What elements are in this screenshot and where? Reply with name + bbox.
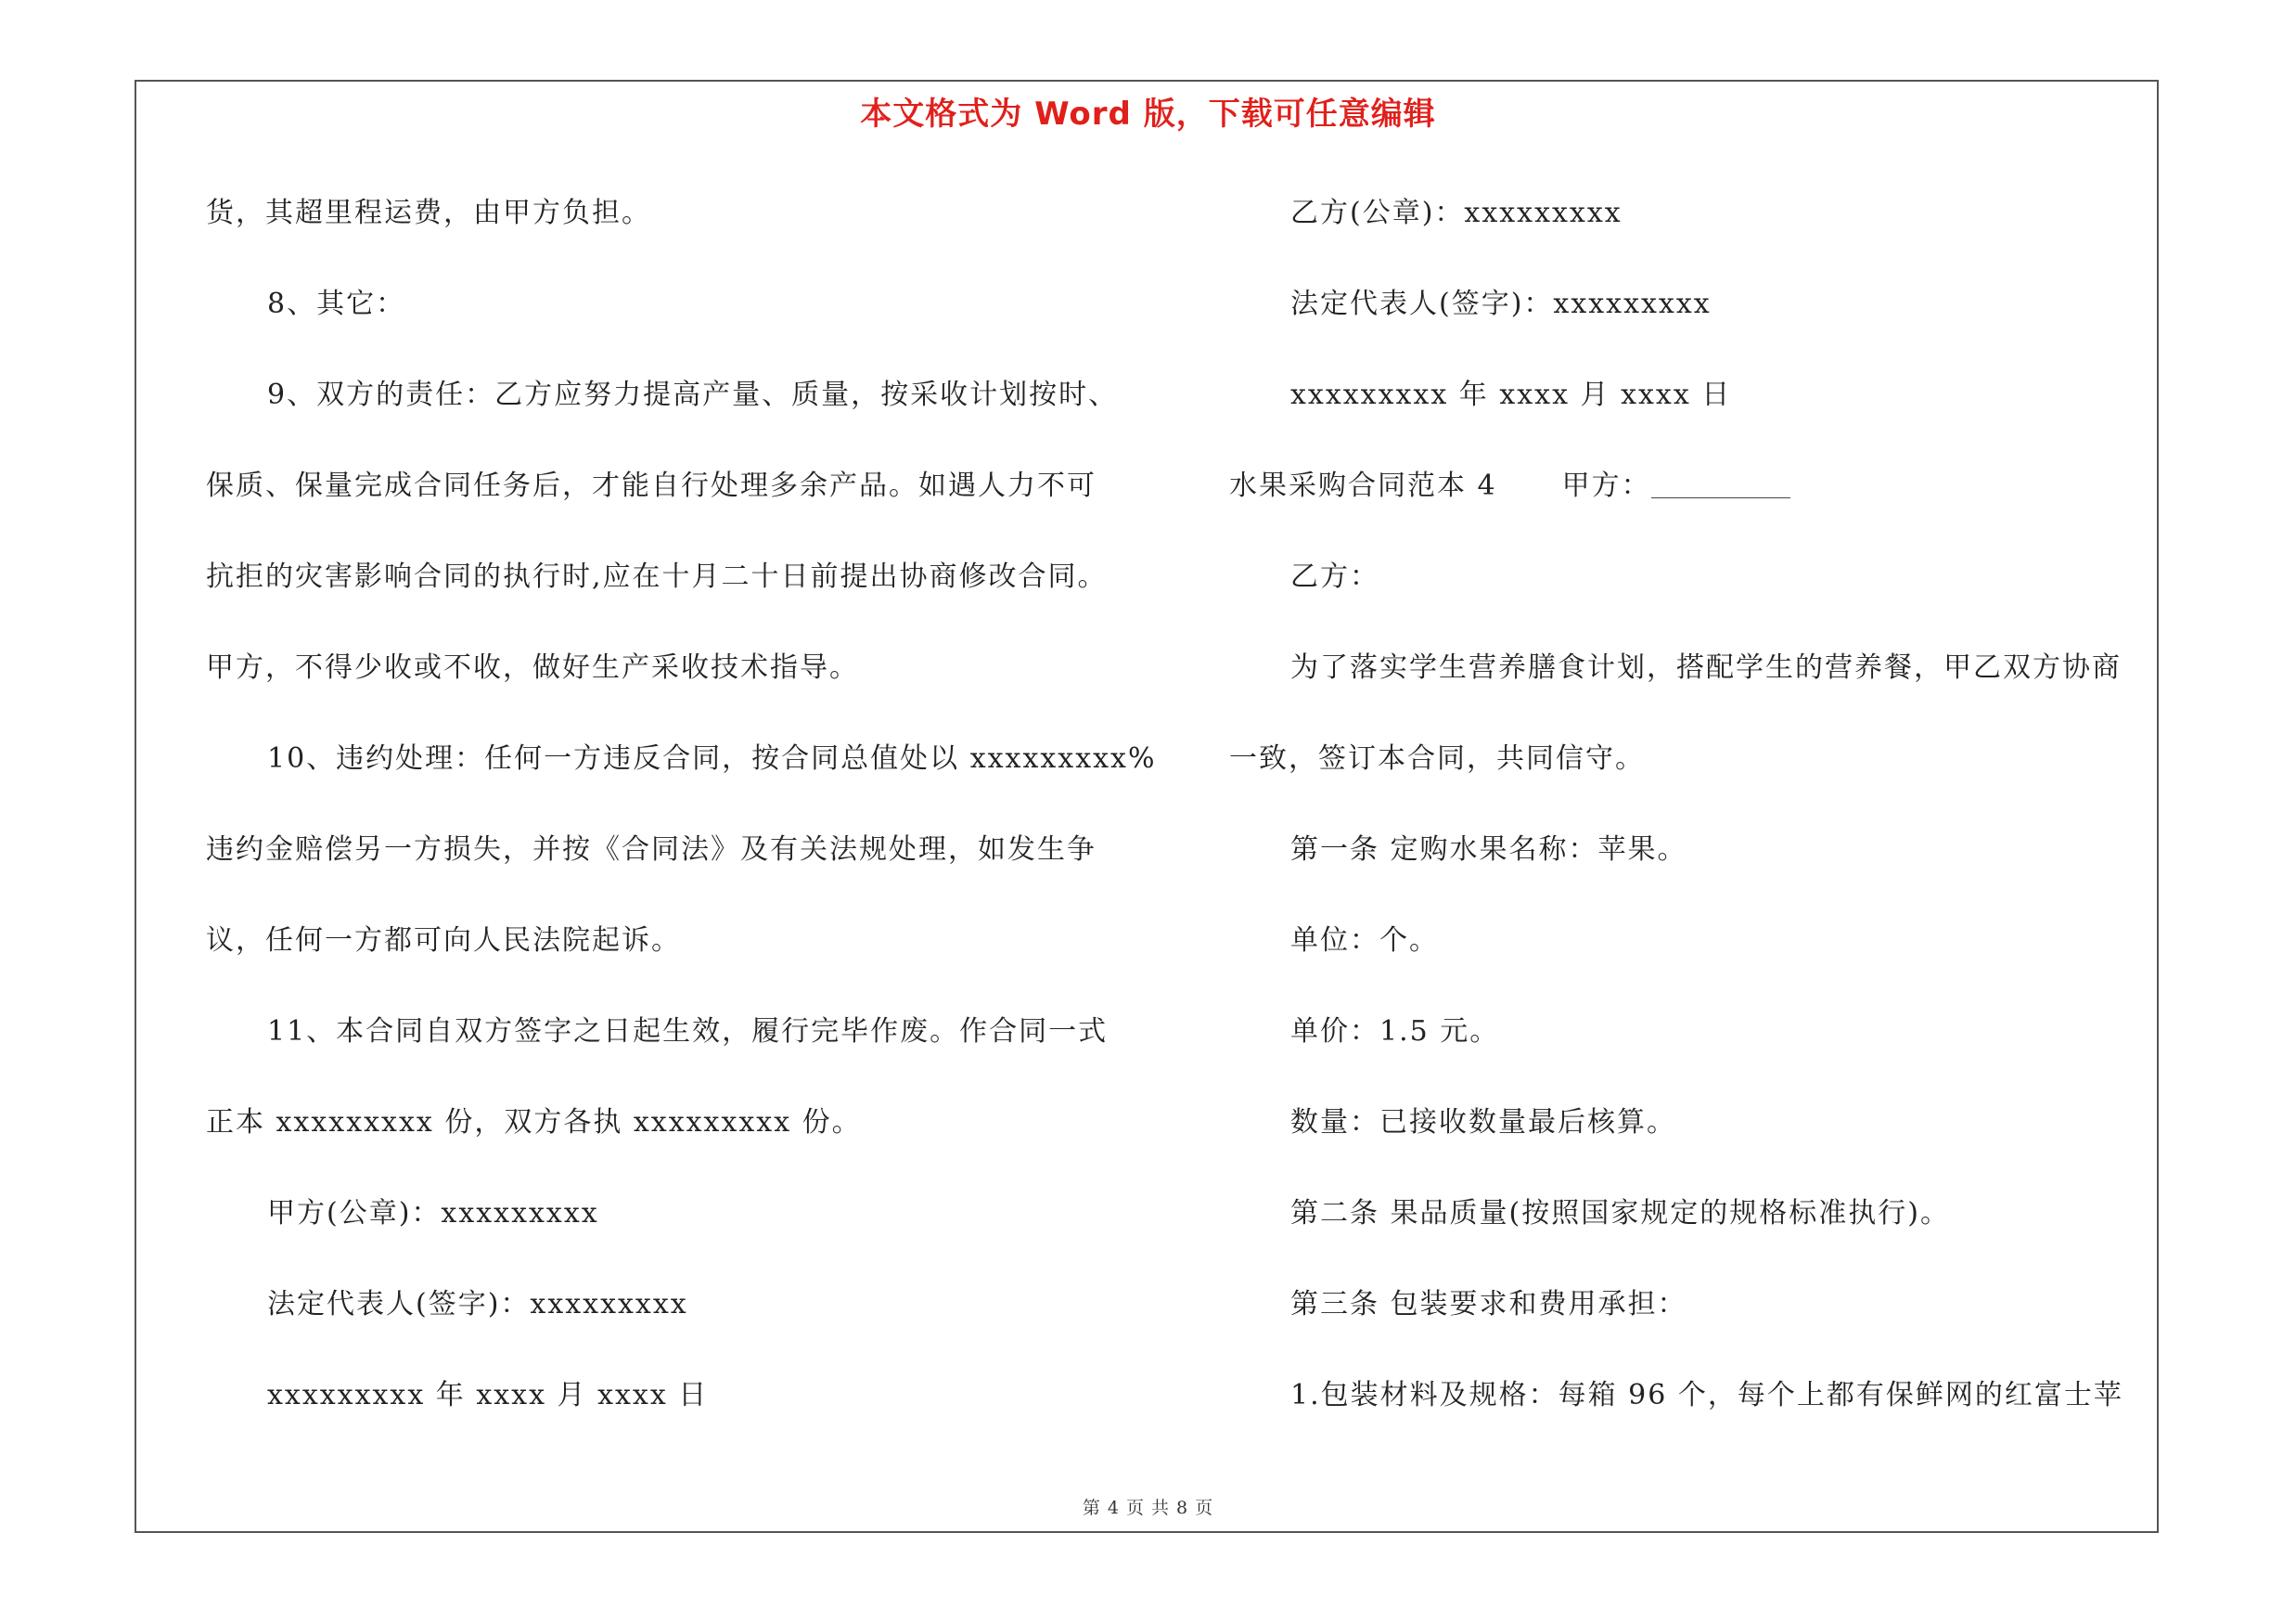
party-a-blank — [1651, 470, 1790, 498]
clause-line: 第一条 定购水果名称：苹果。 — [1290, 833, 1687, 866]
legal-rep-signature-line: 法定代表人(签字)：xxxxxxxxx — [1290, 288, 1712, 320]
page-number: 第 4 页 共 8 页 — [1082, 1498, 1214, 1518]
paragraph-line: 8、其它： — [267, 288, 406, 320]
paragraph-line: 甲方，不得少收或不收，做好生产采收技术指导。 — [206, 651, 859, 684]
date-line: xxxxxxxxx 年 xxxx 月 xxxx 日 — [1290, 379, 1732, 411]
party-a-label: 甲方： — [1561, 470, 1651, 502]
contract-title: 水果采购合同范本 4 — [1229, 470, 1497, 502]
paragraph-line: 保质、保量完成合同任务后，才能自行处理多余产品。如遇人力不可 — [206, 470, 1097, 502]
paragraph-line: 正本 xxxxxxxxx 份，双方各执 xxxxxxxxx 份。 — [206, 1106, 862, 1139]
clause-line: 单价：1.5 元。 — [1290, 1015, 1500, 1048]
legal-rep-signature-line: 法定代表人(签字)：xxxxxxxxx — [267, 1288, 688, 1320]
contract-heading-line — [1229, 454, 2161, 545]
paragraph-line: 一致，签订本合同，共同信守。 — [1229, 742, 1645, 775]
clause-line: 数量：已接收数量最后核算。 — [1290, 1106, 1676, 1139]
clause-line: 第三条 包装要求和费用承担： — [1290, 1288, 1687, 1320]
paragraph-line: 抗拒的灾害影响合同的执行时,应在十月二十日前提出协商修改合同。 — [206, 560, 1108, 593]
paragraph-line: 违约金赔偿另一方损失，并按《合同法》及有关法规处理，如发生争 — [206, 833, 1097, 866]
clause-line: 单位：个。 — [1290, 924, 1439, 957]
party-b-seal-line: 乙方(公章)：xxxxxxxxx — [1290, 197, 1623, 229]
paragraph-line: 议，任何一方都可向人民法院起诉。 — [206, 924, 681, 957]
paragraph-line: 为了落实学生营养膳食计划，搭配学生的营养餐，甲乙双方协商 — [1290, 651, 2122, 684]
clause-line: 第二条 果品质量(按照国家规定的规格标准执行)。 — [1290, 1197, 1950, 1230]
paragraph-line: 11、本合同自双方签字之日起生效，履行完毕作废。作合同一式 — [267, 1015, 1109, 1048]
right-column — [1229, 181, 2161, 1454]
left-column — [206, 181, 1157, 1454]
clause-line: 1.包装材料及规格：每箱 96 个，每个上都有保鲜网的红富士苹 — [1290, 1379, 2123, 1411]
party-b-label: 乙方： — [1290, 560, 1379, 593]
paragraph-line: 9、双方的责任：乙方应努力提高产量、质量，按采收计划按时、 — [267, 379, 1119, 411]
paragraph-line: 货，其超里程运费，由甲方负担。 — [206, 197, 651, 229]
paragraph-line: 10、违约处理：任何一方违反合同，按合同总值处以 xxxxxxxxx% — [267, 742, 1157, 775]
party-a-seal-line: 甲方(公章)：xxxxxxxxx — [267, 1197, 599, 1230]
date-line: xxxxxxxxx 年 xxxx 月 xxxx 日 — [267, 1379, 709, 1411]
format-banner: 本文格式为 Word 版，下载可任意编辑 — [860, 96, 1436, 133]
